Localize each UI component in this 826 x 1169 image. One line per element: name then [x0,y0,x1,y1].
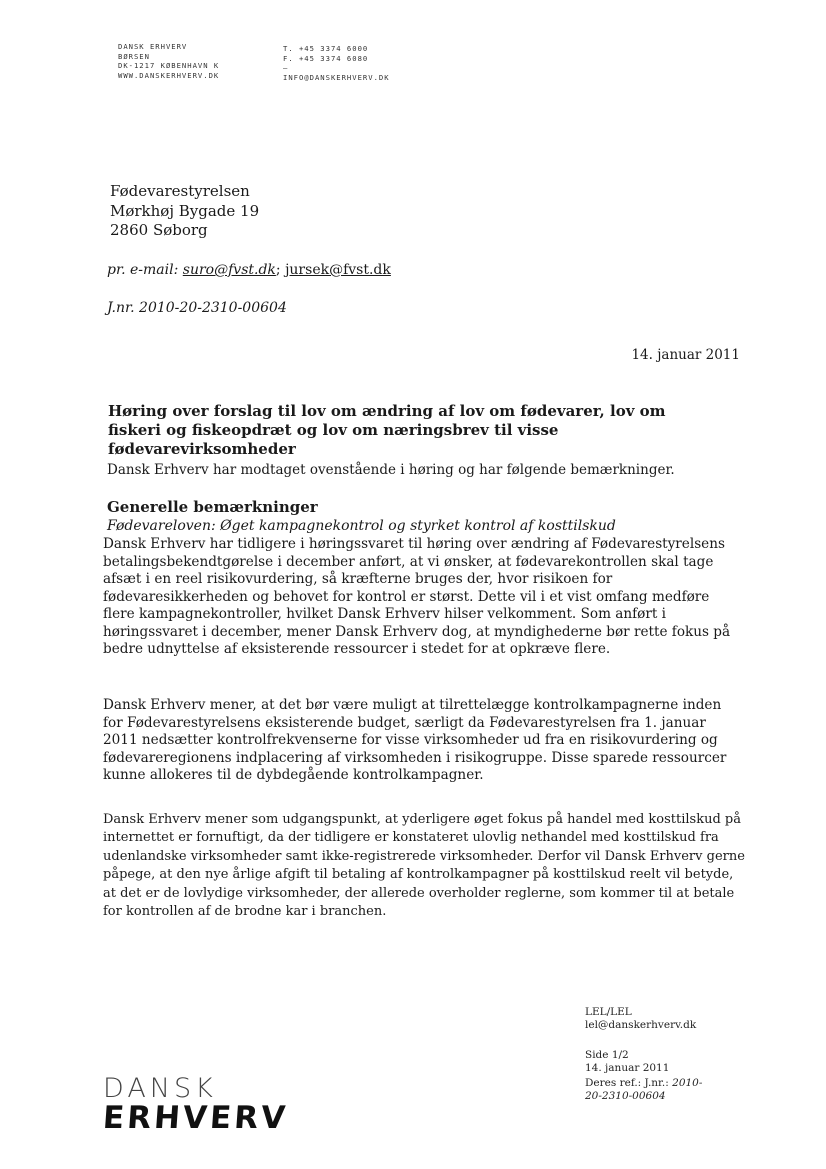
letter-title: Høring over forslag til lov om ændring af lov om fødevarer, lov om fiskeri og fiskeopdræt og lov om næringsbrev til visse fødevarevirksomheder [108,402,666,458]
recipient-street: Mørkhøj Bygade 19 [110,201,260,220]
recipient-city: 2860 Søborg [110,221,208,239]
page-number: Side 1/2 [585,1049,629,1061]
letterhead-line: DANSK ERHVERV [118,42,188,51]
section-heading: Generelle bemærkninger [107,498,318,516]
email-label: pr. e-mail: [107,262,179,278]
letterhead-line: BØRSEN [118,51,150,61]
recipient-name: Fødevarestyrelsen [110,182,250,200]
dansk-erhverv-logo [101,1073,290,1136]
section-subheading: Fødevareloven: Øget kampagnekontrol og styrket kontrol af kosttilskud [107,518,616,534]
reference [585,1077,715,1102]
fax: F. +45 3374 6080 [283,53,369,63]
logo-line-1: DANSK [103,1073,217,1104]
paragraph-1: Dansk Erhverv har tidligere i høringssvaret til høring over ændring af Fødevarestyrelsens betalingsbekendtgørelse i december anført, at vi ønsker, at fødevarekontrollen skal tage afsæt i en reel risikovurdering, så kræfterne bruges der, hvor risikoen for fødevaresikkerheden og behovet for kontrol er størst. Dette vil i et vist omfang medføre flere kampagnekontroller, hvilket Dansk Erhverv hilser velkomment. Som anført i høringssvaret i december, mener Dansk Erhverv dog, at myndighederne bør rette fokus på bedre udnyttelse af eksisterende ressourcer i stedet for at opkræve flere. [103,536,731,657]
letterhead-line: WWW.DANSKERHVERV.DK [118,70,220,80]
paragraph-2: Dansk Erhverv mener, at det bør være muligt at tilrettelægge kontrolkampagnerne inden for Fødevarestyrelsens eksisterende budget, særligt da Fødevarestyrelsen fra 1. januar 2011 nedsætter kontrolfrekvenserne for visse virksomheder ud fra en risikovurdering og fødevareregionens indplacering af virksomheden i risikogruppe. Disse sparede ressourcer kunne allokeres til de dybdegående kontrolkampagner. [103,697,727,783]
email-link-jursek[interactable]: jursek@fvst.dk [285,262,391,278]
email-line [107,262,391,278]
intro-text: Dansk Erhverv har modtaget ovenstående i høring og har følgende bemærkninger. [107,462,675,478]
sender-block [585,1006,696,1031]
footer-date: 14. januar 2011 [585,1061,670,1074]
reference-value: 2010-20-2310-00604 [585,1077,703,1102]
letterhead-address [118,42,219,80]
letter-date: 14. januar 2011 [631,347,740,363]
email-link-suro[interactable]: suro@fvst.dk [182,262,276,278]
letterhead-line: DK-1217 KØBENHAVN K [118,61,220,71]
dash: – [283,63,289,73]
recipient-address [110,182,259,241]
email-separator: ; [275,262,281,278]
page-info [585,1049,715,1102]
paragraph-3: Dansk Erhverv mener som udgangspunkt, at yderligere øget fokus på handel med kosttilskud på internettet er fornuftigt, da der tidligere er konstateret ulovlig nethandel med kosttilskud fra udenlandske virksomheder samt ikke-registrerede virksomheder. Derfor vil Dansk Erhverv gerne påpege, at den nye årlige afgift til betaling af kontrolkampagner på kosttilskud reelt vil betyde, at det er de lovlydige virksomheder, der allerede overholder reglerne, som kommer til at betale for kontrollen af de brodne kar i branchen. [103,812,745,920]
journal-number: J.nr. 2010-20-2310-00604 [107,300,287,316]
info-email: INFO@DANSKERHVERV.DK [283,72,390,82]
logo-line-2: ERHVERV [101,1100,290,1136]
letterhead-contact [283,44,390,82]
phone: T. +45 3374 6000 [283,44,369,53]
sender-initials: LEL/LEL [585,1006,632,1018]
sender-email: lel@danskerhverv.dk [585,1018,697,1031]
reference-label: Deres ref.: J.nr.: [585,1077,669,1089]
